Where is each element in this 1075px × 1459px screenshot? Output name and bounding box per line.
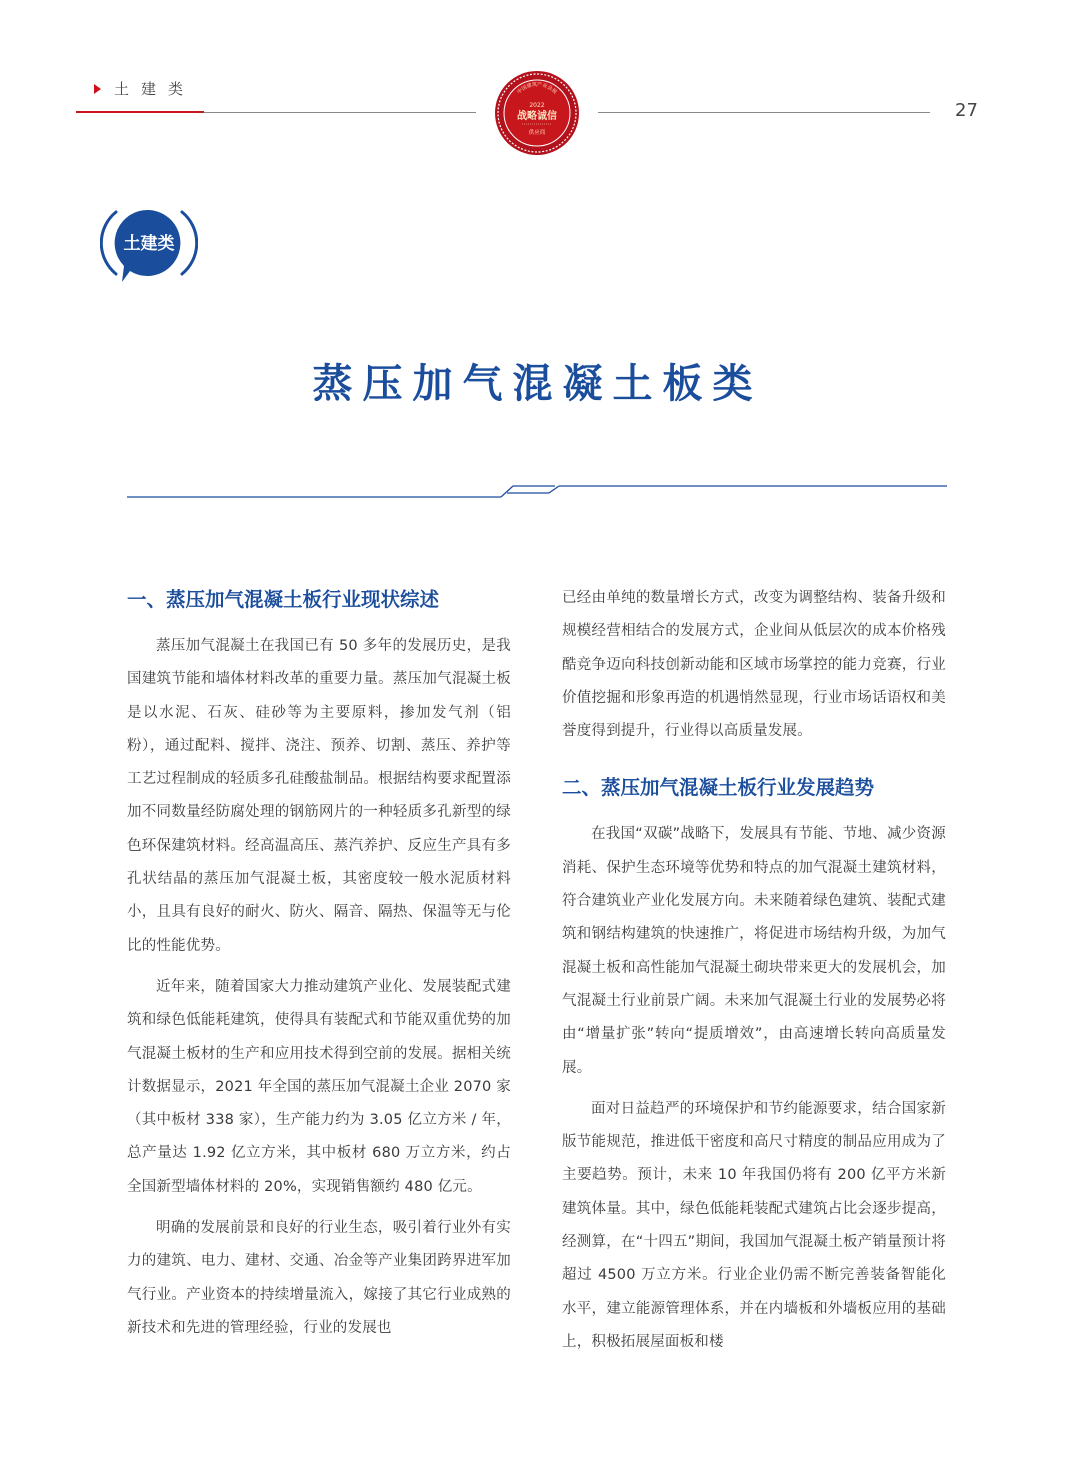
section-heading-1: 一、蒸压加气混凝土板行业现状综述: [127, 588, 440, 611]
page-number: 27: [955, 100, 978, 121]
seal-main-text: 战略诚信: [517, 111, 557, 122]
paragraph: 在我国“双碳”战略下，发展具有节能、节地、减少资源消耗、保护生态环境等优势和特点的加气混凝土建筑材料，符合建筑业产业化发展方向。未来随着绿色建筑、装配式建筑和钢结构建筑的快速推广，将促进市场结构升级，为加气混凝土板和高性能加气混凝土砌块带来更大的发展机会，加气混凝土行业前景广阔。未来加气混凝土行业的发展势必将由“增量扩张”转向“提质增效”，由高速增长转向高质量发展。: [562, 826, 946, 1076]
paragraph-continuation: 已经由单纯的数量增长方式，改变为调整结构、装备升级和规模经营相结合的发展方式，企业间从低层次的成本价格残酷竞争迈向科技创新动能和区域市场掌控的能力竞赛，行业价值挖掘和形象再造的机遇悄然显现，行业市场话语权和美誉度得到提升，行业得以高质量发展。: [562, 590, 946, 740]
category-badge: [100, 200, 198, 286]
left-column: [127, 582, 511, 1345]
header-red-rule: [76, 111, 204, 113]
badge-label: 土建类: [123, 234, 175, 254]
title-divider: [127, 480, 947, 500]
seal-emblem: [494, 70, 580, 156]
header-section-label: 土建类: [114, 80, 196, 98]
page-header: [0, 0, 1075, 170]
paragraph: 蒸压加气混凝土在我国已有 50 多年的发展历史，是我国建筑节能和墙体材料改革的重要力量。蒸压加气混凝土板是以水泥、石灰、硅砂等为主要原料，掺加发气剂（铝粉），通过配料、搅拌、浇注、预养、切割、蒸压、养护等工艺过程制成的轻质多孔硅酸盐制品。根据结构要求配置添加不同数量经防腐处理的钢筋网片的一种轻质多孔新型的绿色环保建筑材料。经高温高压、蒸汽养护、反应生产具有多孔状结晶的蒸压加气混凝土板，其密度较一般水泥质材料小，且具有良好的耐火、防火、隔音、隔热、保温等无与伦比的性能优势。: [127, 638, 511, 954]
seal-bottom-text: 供应商: [528, 130, 546, 136]
paragraph: 明确的发展前景和良好的行业生态，吸引着行业外有实力的建筑、电力、建材、交通、冶金等产业集团跨界进军加气行业。产业资本的持续增量流入，嫁接了其它行业成熟的新技术和先进的管理经验，行业的发展也: [127, 1220, 511, 1336]
paragraph: 面对日益趋严的环境保护和节约能源要求，结合国家新版节能规范，推进低干密度和高尺寸精度的制品应用成为了主要趋势。预计，未来 10 年我国仍将有 200 亿平方米新建筑体量。其中，绿色低能耗装配式建筑占比会逐步提高，经测算，在“十四五”期间，我国加气混凝土板产销量预计将超过 4500 万立方米。行业企业仍需不断完善装备智能化水平，建立能源管理体系，并在内墙板和外墙板应用的基础上，积极拓展屋面板和楼: [562, 1100, 946, 1350]
right-column: [562, 582, 946, 1359]
seal-arc-text: 中国建筑产业会展: [516, 81, 558, 96]
paragraph: 近年来，随着国家大力推动建筑产业化、发展装配式建筑和绿色低能耗建筑，使得具有装配式和节能双重优势的加气混凝土板材的生产和应用技术得到空前的发展。据相关统计数据显示，2021 年全国的蒸压加气混凝土企业 2070 家（其中板材 338 家），生产能力约为 3.05 亿立方米 / 年，总产量达 1.92 亿立方米，其中板材 680 万立方米，约占全国新型墙体材料的 20%，实现销售额约 480 亿元。: [127, 978, 511, 1195]
section-heading-2: 二、蒸压加气混凝土板行业发展趋势: [562, 776, 875, 800]
header-rule-right: [598, 112, 930, 113]
page-title: 蒸压加气混凝土板类: [312, 361, 763, 407]
header-rule-left: [204, 112, 476, 113]
play-arrow-icon: [94, 84, 101, 94]
seal-year: 2022: [529, 102, 545, 109]
